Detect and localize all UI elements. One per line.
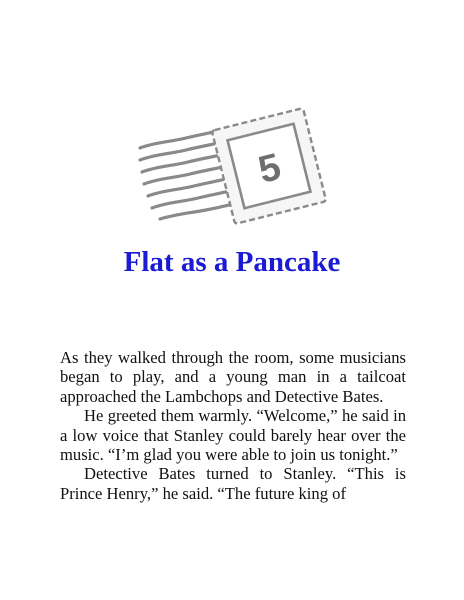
paragraph: He greeted them warmly. “Welcome,” he said in a low voice that Stanley could barely hear over the music. “I’m glad you were able to join us tonight.” — [60, 406, 406, 465]
chapter-title: Flat as a Pancake — [123, 246, 341, 278]
paragraph: Detective Bates turned to Stanley. “This is Prince Henry,” he said. “The future king of — [60, 464, 406, 503]
paragraph: As they walked through the room, some musicians began to play, and a young man in a tailcoat approached the Lambchops and Detective Bates. — [60, 348, 406, 406]
postage-stamp-icon — [134, 104, 336, 228]
chapter-number: 5 — [254, 145, 286, 192]
chapter-body — [60, 348, 406, 503]
